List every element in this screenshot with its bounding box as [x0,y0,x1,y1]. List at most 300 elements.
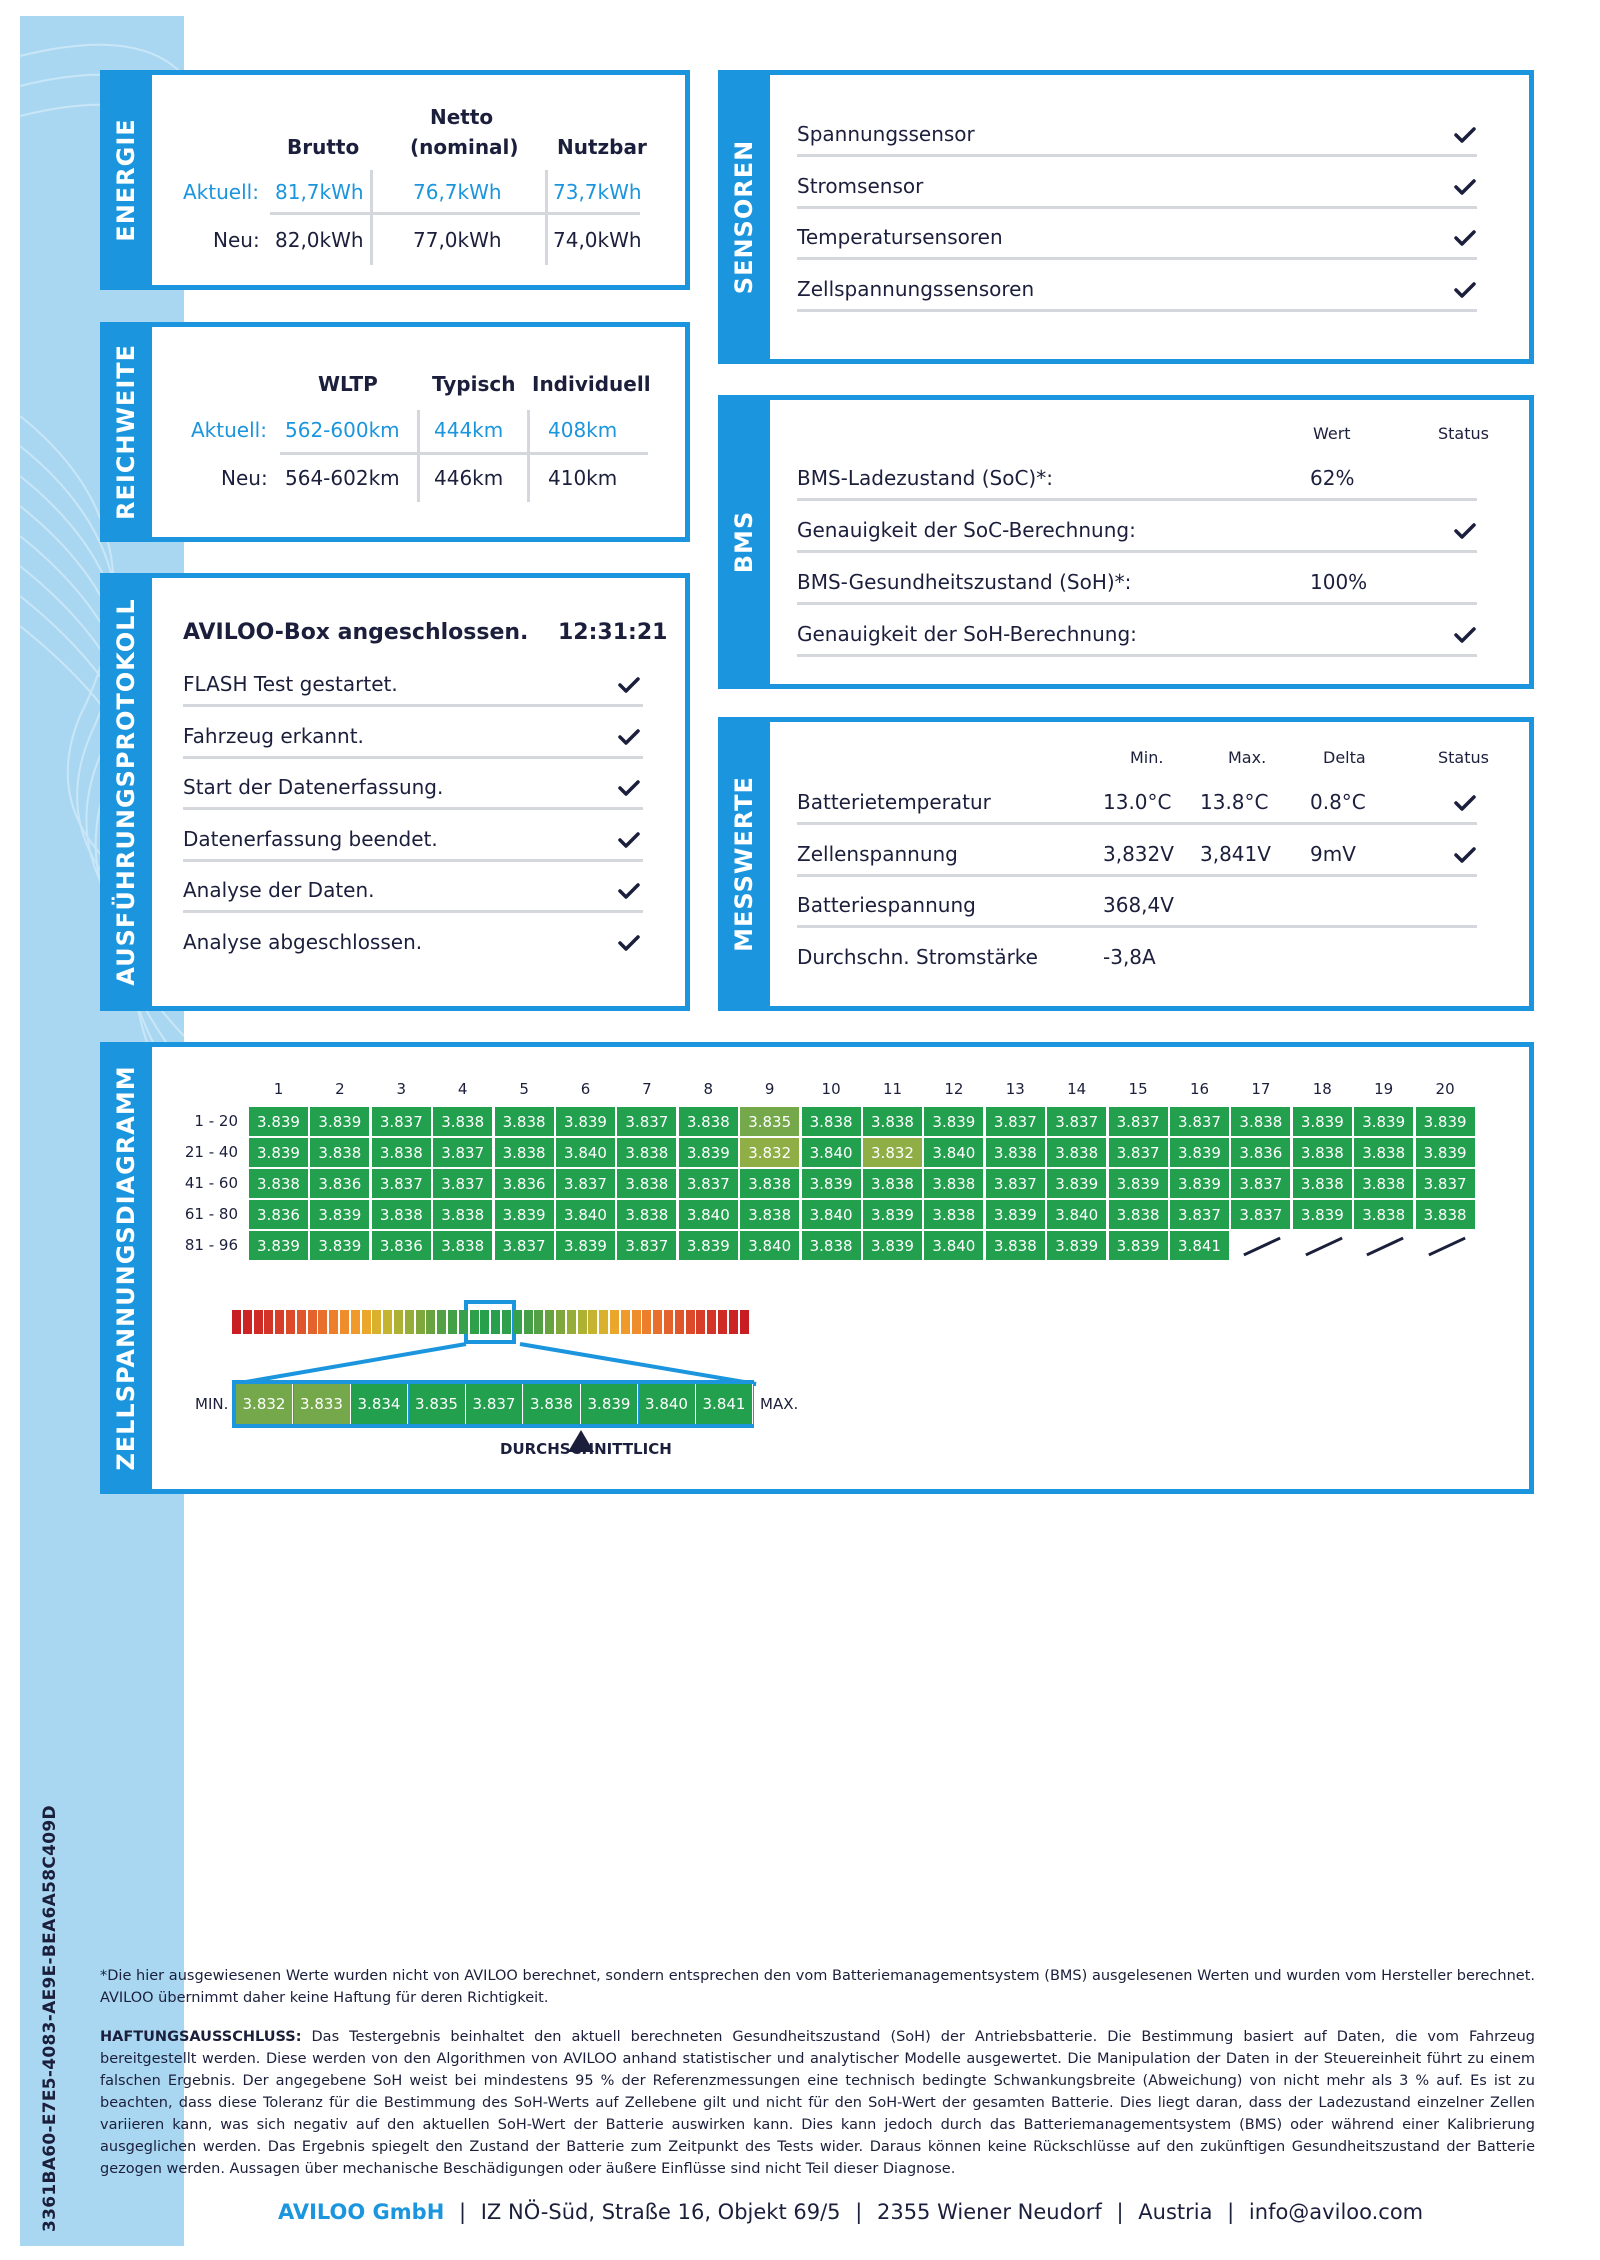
cell-voltage: 3.838 [739,1199,800,1230]
cell-voltage: 3.837 [616,1230,677,1261]
cell-voltage: 3.836 [309,1168,370,1199]
cell-voltage: 3.838 [309,1137,370,1168]
gradient-square [502,1310,511,1334]
cell-voltage: 3.839 [555,1106,616,1137]
cell-voltage: 3.840 [555,1199,616,1230]
check-icon [618,934,640,952]
grid-column-header: 13 [1005,1080,1025,1098]
cell-voltage: 3.832 [862,1137,923,1168]
protokoll-title: AUSFÜHRUNGSPROTOKOLL [112,598,140,986]
col-individuell: Individuell [532,372,651,396]
scale-value: 3.834 [351,1384,408,1424]
sensor-item: Stromsensor [797,173,924,198]
gradient-square [599,1310,608,1334]
gradient-square [686,1310,695,1334]
grid-column-header: 10 [821,1080,841,1098]
cell-voltage: 3.840 [923,1137,984,1168]
bms-row-label: Genauigkeit der SoH-Berechnung: [797,622,1137,646]
document-id: 3361BA60-E7E5-4083-AE9E-BEA6A58C409D [40,1805,60,2232]
cell-voltage: 3.838 [862,1168,923,1199]
reichweite-neu-wltp: 564-602km [285,466,400,490]
protokoll-step: Start der Datenerfassung. [183,775,444,799]
divider [270,212,640,215]
footer-sep: | [1227,2200,1235,2224]
cell-voltage: 3.837 [1230,1199,1291,1230]
grid-row-label: 1 - 20 [194,1112,238,1130]
check-icon [1454,626,1476,644]
gradient-square [308,1310,317,1334]
grid-row-label: 81 - 96 [184,1236,238,1254]
cell-voltage: 3.838 [616,1168,677,1199]
zell-title: ZELLSPANNUNGSDIAGRAMM [112,1065,140,1471]
messwerte-row-label: Zellenspannung [797,841,958,866]
cell-voltage: 3.839 [985,1199,1046,1230]
cell-voltage: 3.840 [678,1199,739,1230]
check-icon [1454,281,1476,299]
cell-voltage: 3.839 [555,1230,616,1261]
cell-voltage: 3.839 [923,1106,984,1137]
cell-voltage: 3.839 [1169,1137,1230,1168]
energie-aktuell-label: Aktuell: [183,180,259,204]
check-icon [1454,126,1476,144]
grid-column-header: 3 [396,1080,407,1098]
messwerte-min: 13.0°C [1103,790,1172,814]
footer-address: IZ NÖ-Süd, Straße 16, Objekt 69/5 [480,2200,841,2224]
cell-voltage: 3.837 [678,1168,739,1199]
cell-voltage: 3.838 [1415,1199,1476,1230]
bms-row-label: Genauigkeit der SoC-Berechnung: [797,518,1136,542]
messwerte-title: MESSWERTE [730,776,758,952]
messwerte-col-status: Status [1438,748,1489,767]
gradient-square [405,1310,414,1334]
reichweite-neu-individuell: 410km [548,466,618,490]
gradient-square [718,1310,727,1334]
cell-voltage: 3.839 [1046,1230,1107,1261]
bms-row-value: 62% [1310,466,1355,490]
divider [797,498,1477,501]
cell-voltage: 3.838 [1353,1199,1414,1230]
sensor-item: Spannungssensor [797,122,975,146]
grid-column-header: 6 [580,1080,591,1098]
cell-voltage: 3.841 [1169,1230,1230,1261]
protokoll-step: Fahrzeug erkannt. [183,723,364,748]
gradient-square [232,1310,241,1334]
reichweite-aktuell-wltp: 562-600km [285,418,400,442]
cell-voltage: 3.839 [1415,1106,1476,1137]
cell-voltage: 3.837 [1415,1168,1476,1199]
cell-voltage: 3.838 [985,1137,1046,1168]
cell-voltage: 3.839 [248,1230,309,1261]
scale-min-label: MIN. [195,1395,229,1413]
gradient-square [675,1310,684,1334]
sensor-item: Zellspannungssensoren [797,276,1035,301]
reichweite-aktuell-typisch: 444km [434,418,504,442]
cell-voltage: 3.838 [678,1106,739,1137]
divider [370,170,373,265]
divider [797,309,1477,312]
divider [280,452,648,455]
cell-voltage: 3.838 [432,1199,493,1230]
grid-column-header: 7 [642,1080,652,1098]
cell-voltage: 3.839 [1108,1168,1169,1199]
disclaimer-title: HAFTUNGSAUSSCHLUSS: [100,2029,302,2045]
check-icon [618,728,640,746]
cell-voltage: 3.838 [1353,1137,1414,1168]
cell-voltage: 3.838 [862,1106,923,1137]
scale-value: 3.839 [581,1384,638,1424]
cell-voltage: 3.839 [1353,1106,1414,1137]
bms-col-wert: Wert [1313,424,1351,443]
gradient-square [437,1310,446,1334]
cell-voltage: 3.840 [923,1230,984,1261]
protokoll-step: Datenerfassung beendet. [183,826,438,851]
footer-country: Austria [1138,2200,1213,2224]
protokoll-step: FLASH Test gestartet. [183,672,398,696]
gradient-square [470,1310,479,1334]
gradient-square [351,1310,360,1334]
check-icon [618,779,640,797]
divider [797,654,1477,657]
cell-voltage: 3.837 [371,1106,432,1137]
cell-voltage: 3.838 [494,1137,555,1168]
cell-voltage: 3.838 [801,1106,862,1137]
cell-voltage: 3.838 [494,1106,555,1137]
col-brutto: Brutto [287,135,360,159]
cell-voltage: 3.839 [309,1106,370,1137]
messwerte-col-max: Max. [1228,748,1267,767]
grid-column-header: 20 [1435,1080,1455,1098]
messwerte-col-min: Min. [1130,748,1164,767]
footer-email-link[interactable]: info@aviloo.com [1248,2200,1424,2224]
cell-voltage: 3.837 [1108,1137,1169,1168]
grid-column-header: 15 [1128,1080,1148,1098]
bms-title: BMS [730,510,758,574]
cell-voltage: 3.838 [1292,1168,1353,1199]
cell-voltage: 3.838 [1230,1106,1291,1137]
cell-voltage: 3.837 [616,1106,677,1137]
messwerte-max: 13.8°C [1200,790,1269,814]
cell-voltage: 3.839 [1046,1168,1107,1199]
bms-row-value: 100% [1310,570,1368,594]
messwerte-max: 3,841V [1200,841,1271,866]
cell-voltage: 3.838 [371,1137,432,1168]
cell-voltage: 3.836 [248,1199,309,1230]
divider [797,874,1477,877]
energie-neu-brutto: 82,0kWh [275,228,364,252]
cell-voltage: 3.837 [985,1106,1046,1137]
cell-voltage: 3.840 [739,1230,800,1261]
grid-column-header: 2 [335,1080,345,1098]
gradient-square [610,1310,619,1334]
check-icon [618,831,640,849]
footer-company: AVILOO GmbH [278,2200,445,2224]
zell-tab [100,1042,152,1494]
scale-max-label: MAX. [760,1395,799,1413]
messwerte-min: -3,8A [1103,944,1156,969]
cell-voltage: 3.837 [494,1230,555,1261]
cell-voltage: 3.838 [985,1230,1046,1261]
gradient-square [426,1310,435,1334]
sensor-item: Temperatursensoren [797,225,1003,249]
bms-tab [718,395,770,689]
scale-value: 3.837 [466,1384,523,1424]
average-label: DURCHSCHNITTLICH [500,1440,672,1458]
gradient-square [524,1310,533,1334]
energie-aktuell-brutto: 81,7kWh [275,180,364,204]
cell-voltage: 3.840 [555,1137,616,1168]
messwerte-row-label: Batterietemperatur [797,790,991,814]
cell-voltage: 3.837 [1230,1168,1291,1199]
gradient-square [534,1310,543,1334]
divider [797,925,1477,928]
cell-voltage: 3.838 [923,1168,984,1199]
protokoll-step: Analyse abgeschlossen. [183,929,423,954]
gradient-square [642,1310,651,1334]
scale-value: 3.833 [294,1384,351,1424]
gradient-square [567,1310,576,1334]
energie-aktuell-netto: 76,7kWh [413,180,502,204]
gradient-square [318,1310,327,1334]
footer-sep: | [458,2200,467,2224]
check-icon [618,676,640,694]
footer-sep: | [855,2200,863,2224]
protokoll-tab [100,573,152,1011]
disclaimer-text: Das Testergebnis beinhaltet den aktuell berechneten Gesundheitszustand (SoH) der Antriebsbatterie. Die Bestimmung basiert auf Daten, die vom Fahrzeug bereitgestellt werden. Diese werden von den Algorithmen von AVILOO anhand statistischer und analytischer Modelle ausgewertet. Die Manipulation der Daten in der Steuereinheit führt zu einem falschen Ergebnis. Der angegebene SoH weist bei mindestens 95 % der Referenzmessungen eine technisch bedingte Schwankungsbreite (Abweichung) von nicht mehr als 3 % auf. Es ist zu beachten, dass diese Toleranz für die Bestimmung des SoH-Werts auf Zellebene gilt und nicht für den SoH-Wert der gesamten Batterie. Dies liegt daran, dass der Ladezustand einzelner Zellen variieren kann, was sich negativ auf den aktuellen SoH-Wert der Batterie auswirken kann. Dies kann jedoch durch das Batteriemanagementsystem (BMS) oder während einer Kalibrierung ausgeglichen werden. Das Ergebnis spiegelt den Zustand der Batterie zum Zeitpunkt des Tests wider. Daraus können keine Rückschlüsse auf den zukünftigen Gesundheitszustand der Batterie gezogen werden. Aussagen über mechanische Beschädigungen oder äußere Einflüsse sind nicht Teil dieser Diagnose. [100,2029,1535,2177]
sensoren-panel [718,70,1534,364]
gradient-square [394,1310,403,1334]
messwerte-delta: 0.8°C [1310,790,1366,814]
grid-column-header: 14 [1067,1080,1087,1098]
grid-column-header: 17 [1251,1080,1271,1098]
gradient-square [491,1310,500,1334]
gradient-square [740,1310,749,1334]
check-icon [1454,229,1476,247]
grid-column-header: 4 [457,1080,468,1098]
divider [183,910,643,913]
energie-tab [100,70,152,290]
grid-row-label: 41 - 60 [184,1174,238,1192]
cell-voltage: 3.837 [1169,1106,1230,1137]
cell-voltage: 3.839 [862,1230,923,1261]
reichweite-aktuell-label: Aktuell: [191,418,267,442]
cell-voltage: 3.836 [371,1230,432,1261]
cell-voltage: 3.839 [309,1199,370,1230]
cell-voltage: 3.839 [678,1230,739,1261]
cell-voltage: 3.839 [1169,1168,1230,1199]
energie-neu-netto: 77,0kWh [413,228,502,252]
messwerte-row-label: Batteriespannung [797,893,976,917]
grid-column-header: 18 [1312,1080,1332,1098]
messwerte-col-delta: Delta [1323,748,1366,767]
cell-voltage: 3.838 [1108,1199,1169,1230]
energie-neu-label: Neu: [213,228,260,252]
scale-value: 3.832 [236,1384,293,1424]
gradient-square [588,1310,597,1334]
cell-voltage: 3.840 [801,1199,862,1230]
gradient-square [459,1310,468,1334]
cell-voltage: 3.838 [616,1199,677,1230]
cell-voltage: 3.837 [985,1168,1046,1199]
reichweite-aktuell-individuell: 408km [548,418,618,442]
footer-note: *Die hier ausgewiesenen Werte wurden nicht von AVILOO berechnet, sondern entsprechen den vom Batteriemanagementsystem (BMS) ausgelesenen Werten und wurden vom Hersteller berechnet. AVILOO übernimmt daher keine Haftung für deren Richtigkeit. [100,1968,1535,2006]
scale-value: 3.835 [409,1384,466,1424]
gradient-square [729,1310,738,1334]
gradient-square [556,1310,565,1334]
cell-voltage: 3.839 [678,1137,739,1168]
cell-voltage: 3.839 [248,1137,309,1168]
divider [183,807,643,810]
grid-column-header: 16 [1189,1080,1210,1098]
grid-column-header: 11 [882,1080,903,1098]
col-typisch: Typisch [432,372,516,396]
bms-row-label: BMS-Gesundheitszustand (SoH)*: [797,570,1132,594]
scale-value: 3.841 [696,1384,753,1424]
gradient-square [383,1310,392,1334]
divider [797,257,1477,260]
cell-voltage: 3.838 [801,1230,862,1261]
grid-row-label: 61 - 80 [184,1205,238,1223]
messwerte-tab [718,717,770,1011]
divider [797,206,1477,209]
cell-voltage: 3.839 [862,1199,923,1230]
protokoll-header: AVILOO-Box angeschlossen. [183,620,529,645]
gradient-square [448,1310,457,1334]
divider [797,602,1477,605]
cell-voltage: 3.838 [371,1199,432,1230]
gradient-square [362,1310,371,1334]
messwerte-row-label: Durchschn. Stromstärke [797,944,1038,969]
cell-voltage: 3.838 [923,1199,984,1230]
gradient-square [545,1310,554,1334]
cell-voltage: 3.839 [494,1199,555,1230]
cell-voltage: 3.839 [1292,1106,1353,1137]
divider [797,550,1477,553]
divider [183,756,643,759]
divider [797,822,1477,825]
gradient-square [372,1310,381,1334]
gradient-square [275,1310,284,1334]
col-nutzbar: Nutzbar [557,135,647,159]
cell-voltage: 3.832 [739,1137,800,1168]
cell-voltage: 3.839 [248,1106,309,1137]
col-wltp: WLTP [318,372,378,396]
footer-disclaimer [100,2026,1535,2180]
gradient-square [297,1310,306,1334]
cell-voltage: 3.838 [1353,1168,1414,1199]
grid-column-header: 1 [273,1080,284,1098]
protokoll-time: 12:31:21 [558,620,668,645]
check-icon [618,882,640,900]
gradient-square [416,1310,425,1334]
cell-voltage: 3.837 [1108,1106,1169,1137]
gradient-square [707,1310,716,1334]
gradient-square [480,1310,489,1334]
cell-voltage: 3.838 [1292,1137,1353,1168]
cell-voltage: 3.837 [1046,1106,1107,1137]
gradient-square [329,1310,338,1334]
reichweite-title: REICHWEITE [112,343,140,521]
grid-column-header: 8 [703,1080,714,1098]
divider [545,170,548,265]
grid-column-header: 19 [1374,1080,1394,1098]
grid-row-label: 21 - 40 [184,1143,238,1161]
messwerte-min: 3,832V [1103,841,1174,866]
cell-voltage: 3.838 [432,1106,493,1137]
bms-col-status: Status [1438,424,1489,443]
cell-voltage: 3.839 [1108,1230,1169,1261]
footer-contact [278,2200,1423,2224]
scale-value: 3.838 [524,1384,581,1424]
gradient-square [621,1310,630,1334]
gradient-square [664,1310,673,1334]
cell-voltage: 3.837 [1169,1199,1230,1230]
col-netto-sub: (nominal) [410,135,519,159]
cell-voltage: 3.837 [555,1168,616,1199]
cell-voltage: 3.838 [739,1168,800,1199]
reichweite-neu-label: Neu: [221,466,268,490]
divider [183,859,643,862]
cell-voltage: 3.839 [801,1168,862,1199]
footer-city: 2355 Wiener Neudorf [876,2200,1102,2224]
reichweite-neu-typisch: 446km [434,466,504,490]
energie-title: ENERGIE [112,118,140,242]
reichweite-tab [100,322,152,542]
bms-row-label: BMS-Ladezustand (SoC)*: [797,466,1053,490]
cell-voltage: 3.837 [432,1137,493,1168]
cell-voltage: 3.840 [1046,1199,1107,1230]
grid-column-header: 12 [944,1080,964,1098]
divider [183,704,643,707]
cell-voltage: 3.840 [801,1137,862,1168]
check-icon [1454,794,1476,812]
cell-voltage: 3.835 [739,1106,800,1137]
gradient-square [578,1310,587,1334]
col-netto: Netto [430,105,494,129]
gradient-square [632,1310,641,1334]
messwerte-min: 368,4V [1103,893,1174,917]
gradient-square [513,1310,522,1334]
cell-voltage: 3.838 [432,1230,493,1261]
cell-voltage: 3.838 [248,1168,309,1199]
gradient-square [243,1310,252,1334]
energie-aktuell-nutzbar: 73,7kWh [553,180,642,204]
protokoll-step: Analyse der Daten. [183,878,375,902]
check-icon [1454,846,1476,864]
cell-voltage: 3.836 [494,1168,555,1199]
cell-voltage: 3.837 [432,1168,493,1199]
divider [417,410,420,502]
cell-voltage: 3.839 [1292,1199,1353,1230]
sensoren-title: SENSOREN [730,139,758,295]
cell-voltage: 3.836 [1230,1137,1291,1168]
gradient-square [264,1310,273,1334]
check-icon [1454,522,1476,540]
cell-voltage: 3.837 [371,1168,432,1199]
divider [527,410,530,502]
gradient-square [653,1310,662,1334]
energie-neu-nutzbar: 74,0kWh [553,228,642,252]
grid-column-header: 5 [519,1080,529,1098]
scale-value: 3.840 [639,1384,696,1424]
gradient-square [340,1310,349,1334]
cell-voltage: 3.838 [1046,1137,1107,1168]
sensoren-tab [718,70,770,364]
cell-voltage: 3.838 [616,1137,677,1168]
gradient-square [254,1310,263,1334]
divider [797,154,1477,157]
check-icon [1454,178,1476,196]
gradient-square [286,1310,295,1334]
